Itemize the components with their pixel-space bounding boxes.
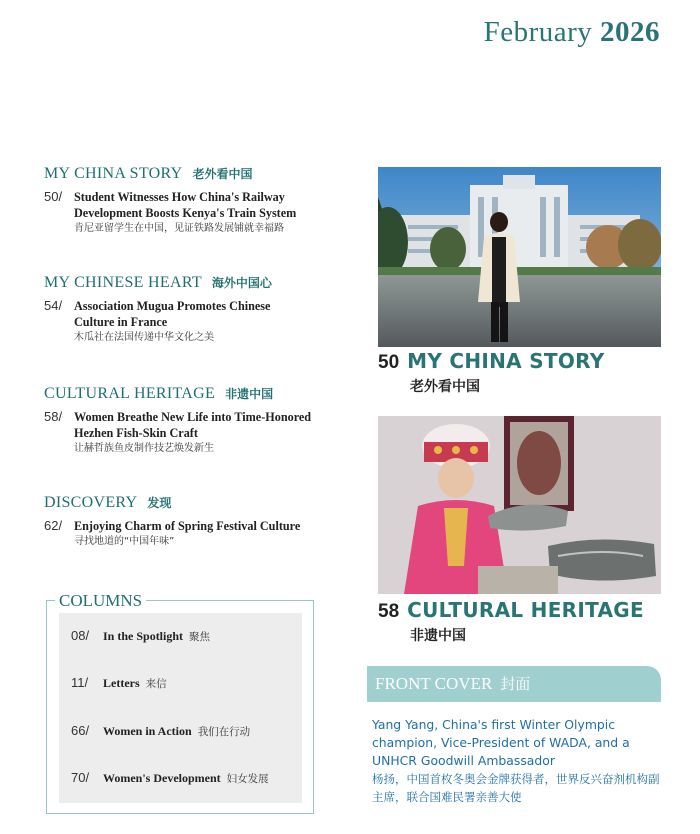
section-my-chinese-heart <box>44 274 344 345</box>
column-title-en: Women's Development <box>103 771 221 785</box>
column-title-cn: 妇女发展 <box>226 773 269 785</box>
page-number: 11/ <box>71 675 89 690</box>
section-title-cn: 非遗中国 <box>225 387 274 401</box>
article-title-cn: 寻找地道的“中国年味” <box>74 536 175 547</box>
column-item[interactable] <box>71 770 269 786</box>
feature-page-number: 50 <box>378 352 400 373</box>
column-title-cn: 来信 <box>145 678 167 690</box>
feature-page-number: 58 <box>378 601 400 622</box>
article-title-cn: 木瓜社在法国传递中华文化之美 <box>74 332 214 343</box>
page-number: 66/ <box>71 723 90 738</box>
column-title-cn: 我们在行动 <box>197 726 251 738</box>
feature-my-china-story[interactable] <box>378 349 605 396</box>
feature-title-cn: 老外看中国 <box>410 379 480 395</box>
feature-title-en: CULTURAL HERITAGE <box>407 598 644 622</box>
toc-entry[interactable] <box>44 518 344 549</box>
section-title-en: MY CHINA STORY <box>44 165 183 182</box>
article-title-en: Development Boosts Kenya's Train System <box>74 206 297 220</box>
page-number: 50/ <box>44 189 63 204</box>
page-number: 58/ <box>44 409 63 424</box>
article-title-en: Student Witnesses How China's Railway <box>74 190 285 204</box>
column-title-en: Letters <box>103 676 140 690</box>
photo-railway-student-image <box>378 167 661 347</box>
photo-railway-student <box>378 167 661 347</box>
columns-label: COLUMNS <box>55 591 146 611</box>
article-title-en: Hezhen Fish-Skin Craft <box>74 426 198 440</box>
section-cultural-heritage <box>44 385 344 456</box>
page-number: 62/ <box>44 518 63 533</box>
toc-entry[interactable] <box>44 298 344 345</box>
column-title-en: Women in Action <box>103 724 192 738</box>
front-cover-banner <box>367 666 661 702</box>
columns-box <box>46 591 314 814</box>
photo-fish-skin-craft <box>378 416 661 594</box>
feature-title-en: MY CHINA STORY <box>407 349 605 373</box>
toc-entry[interactable] <box>44 189 344 236</box>
article-title-en: Women Breathe New Life into Time-Honored <box>74 410 312 424</box>
article-title-cn: 让赫哲族鱼皮制作技艺焕发新生 <box>74 443 214 454</box>
section-title-en: MY CHINESE HEART <box>44 274 202 291</box>
feature-cultural-heritage[interactable] <box>378 598 644 645</box>
photo-fish-skin-craft-image <box>378 416 661 594</box>
feature-title-cn: 非遗中国 <box>410 628 466 644</box>
column-item[interactable] <box>71 675 167 691</box>
columns-list <box>59 613 302 803</box>
column-title-en: In the Spotlight <box>103 629 184 643</box>
front-cover-label-en: FRONT COVER <box>375 674 493 693</box>
section-title-cn: 老外看中国 <box>192 167 253 181</box>
column-item[interactable] <box>71 628 210 644</box>
article-title-en: Enjoying Charm of Spring Festival Culture <box>74 519 301 533</box>
page-number: 70/ <box>71 770 90 785</box>
section-title-cn: 发现 <box>147 496 172 510</box>
front-cover-description-en: Yang Yang, China's first Winter Olympic champion, Vice-President of WADA, and a UNHCR Goodwill Ambassador <box>372 717 630 768</box>
article-title-en: Association Mugua Promotes Chinese <box>74 299 271 313</box>
front-cover-description-cn: 杨扬，中国首枚冬奥会金牌获得者，世界反兴奋剂机构副主席，联合国难民署亲善大使 <box>372 772 660 804</box>
article-title-en: Culture in France <box>74 315 168 329</box>
column-title-cn: 聚焦 <box>189 631 211 643</box>
section-my-china-story <box>44 165 344 236</box>
column-item[interactable] <box>71 723 250 739</box>
toc-entry[interactable] <box>44 409 344 456</box>
section-discovery <box>44 494 344 549</box>
front-cover-description <box>372 716 667 806</box>
page-number: 54/ <box>44 298 63 313</box>
article-title-cn: 肯尼亚留学生在中国，见证铁路发展铺就幸福路 <box>74 223 284 234</box>
front-cover-label-cn: 封面 <box>500 675 531 693</box>
section-title-en: CULTURAL HERITAGE <box>44 385 216 402</box>
section-title-en: DISCOVERY <box>44 494 138 511</box>
page-number: 08/ <box>71 628 90 643</box>
section-title-cn: 海外中国心 <box>211 276 272 290</box>
issue-date: February 2026 <box>483 16 660 48</box>
